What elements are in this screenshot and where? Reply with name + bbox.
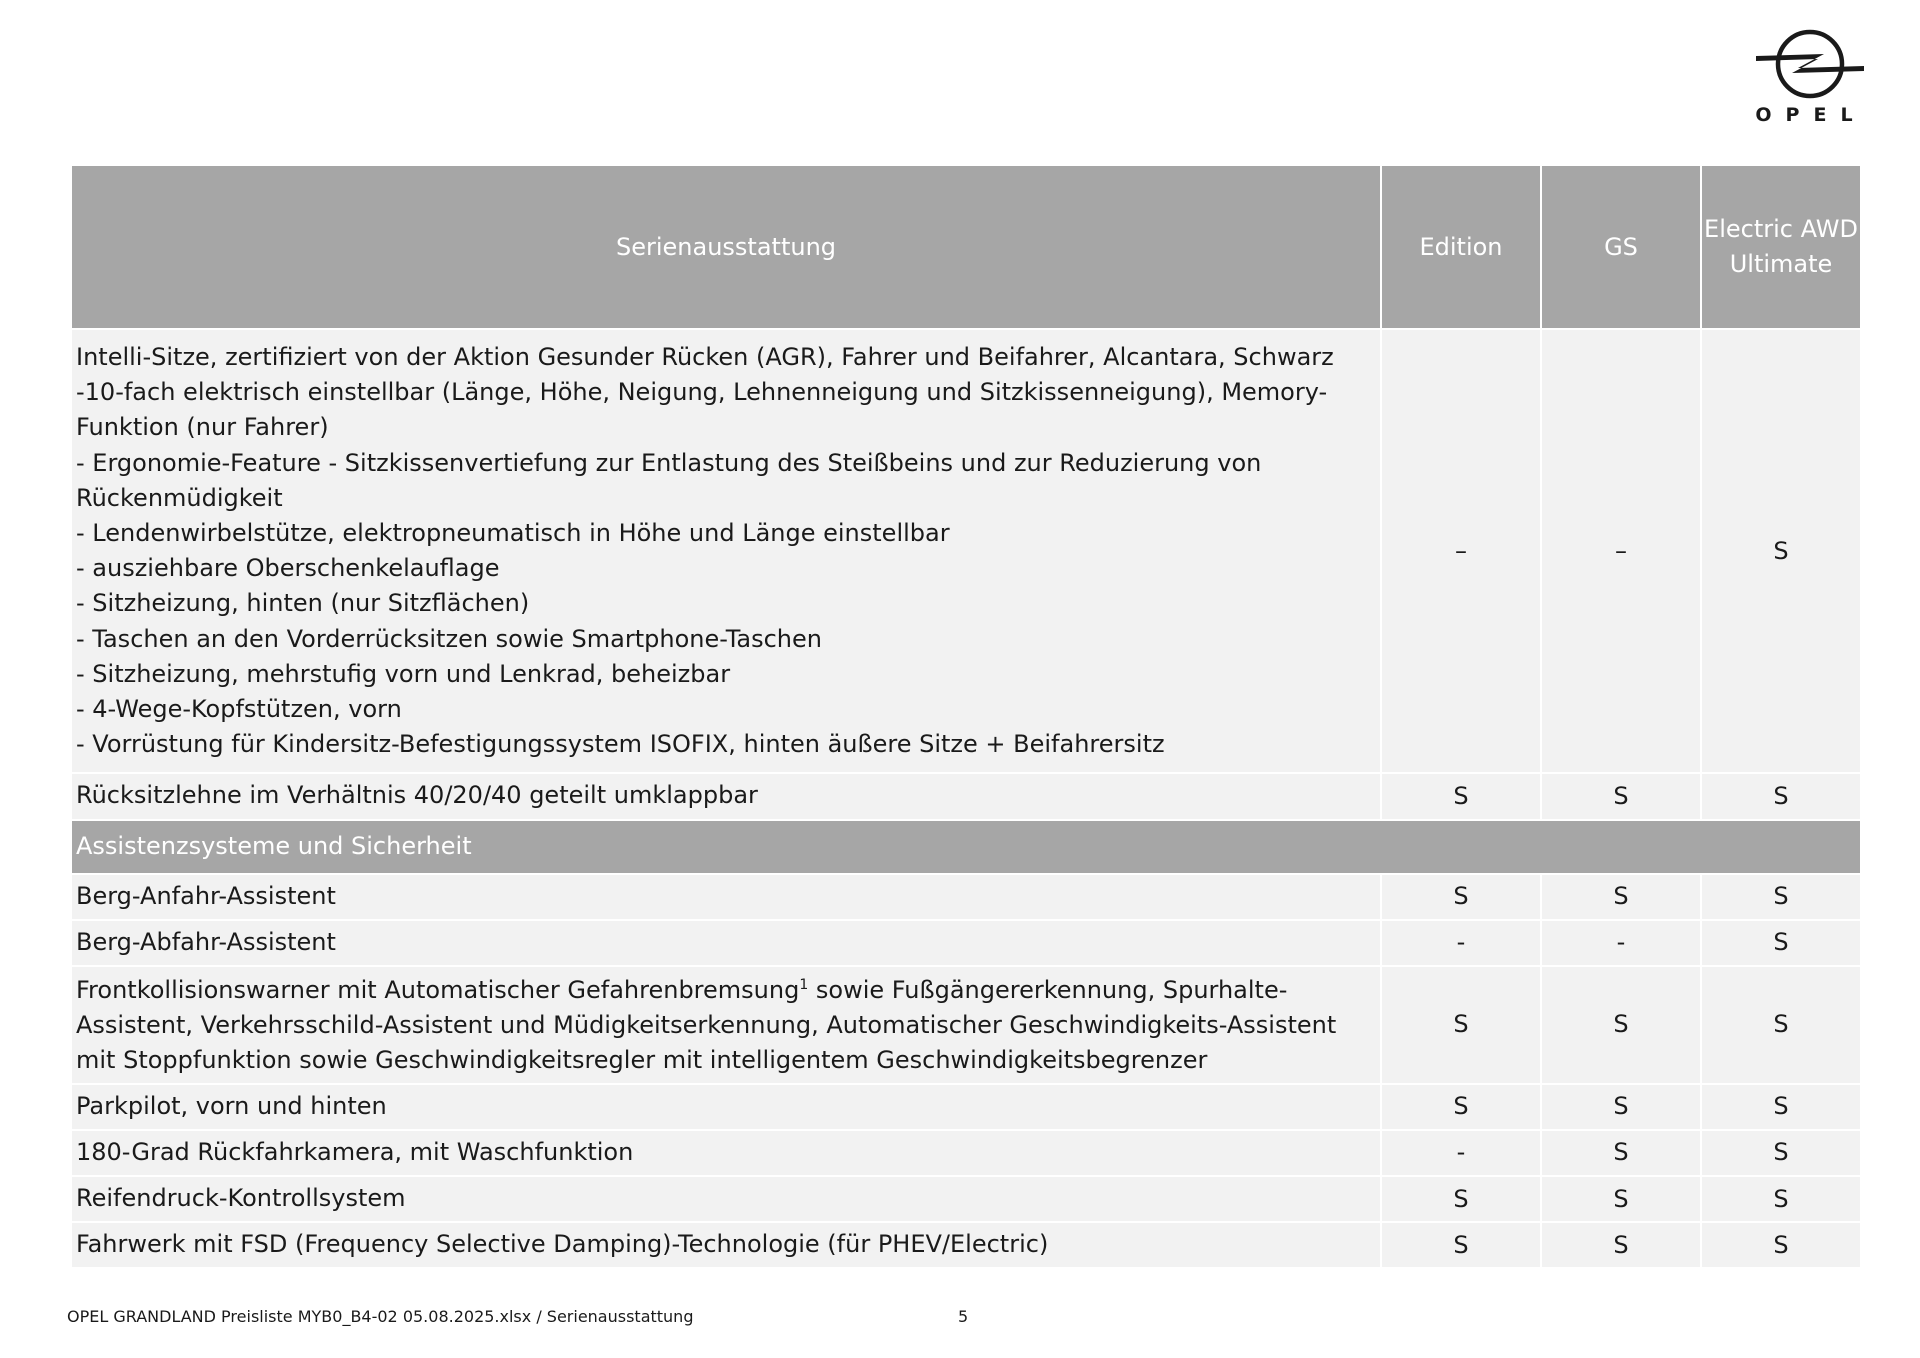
section-title: Assistenzsysteme und Sicherheit — [72, 821, 1860, 873]
feature-text: sowie Fußgängererkennung, Spurhalte-Assistent, Verkehrsschild-Assistent und Müdigkeitserkennung, Automatischer Geschwindigkeits-Assistent mit Stoppfunktion sowie Geschwindigkeitsregler mit intelligentem Geschwindigkeitsbegrenzer — [76, 976, 1337, 1075]
feature-line: - Lendenwirbelstütze, elektropneumatisch in Höhe und Länge einstellbar — [76, 519, 950, 548]
section-header-row — [72, 821, 1860, 873]
row-description — [72, 330, 1380, 772]
value-edition: S — [1382, 1177, 1540, 1221]
page-number: 5 — [958, 1307, 969, 1326]
feature-line: - ausziehbare Oberschenkelauflage — [76, 554, 500, 583]
feature-line: - Sitzheizung, hinten (nur Sitzflächen) — [76, 589, 530, 618]
value-ultimate: S — [1702, 774, 1860, 818]
table-row — [72, 921, 1860, 965]
value-edition: - — [1382, 921, 1540, 965]
value-ultimate: S — [1702, 875, 1860, 919]
feature-line: -10-fach elektrisch einstellbar (Länge, Höhe, Neigung, Lehnenneigung und Sitzkissenneigung), Memory-Funktion (nur Fahrer) — [76, 378, 1328, 442]
table-row — [72, 875, 1860, 919]
feature-line: - 4-Wege-Kopfstützen, vorn — [76, 695, 402, 724]
row-description: Rücksitzlehne im Verhältnis 40/20/40 geteilt umklappbar — [72, 774, 1380, 818]
table-row — [72, 967, 1860, 1083]
row-description: Reifendruck-Kontrollsystem — [72, 1177, 1380, 1221]
table-header-row — [72, 166, 1860, 328]
row-description: Parkpilot, vorn und hinten — [72, 1085, 1380, 1129]
value-gs: S — [1542, 967, 1700, 1083]
value-edition: S — [1382, 1085, 1540, 1129]
row-description: Fahrwerk mit FSD (Frequency Selective Damping)-Technologie (für PHEV/Electric) — [72, 1223, 1380, 1267]
header-gs: GS — [1542, 166, 1700, 328]
value-gs: S — [1542, 1223, 1700, 1267]
feature-line: - Ergonomie-Feature - Sitzkissenvertiefung zur Entlastung des Steißbeins und zur Reduzierung von Rückenmüdigkeit — [76, 448, 1262, 512]
value-ultimate: S — [1702, 330, 1860, 772]
table-row — [72, 774, 1860, 818]
value-ultimate: S — [1702, 921, 1860, 965]
value-ultimate: S — [1702, 1223, 1860, 1267]
equipment-table — [70, 164, 1862, 1269]
value-edition: S — [1382, 1223, 1540, 1267]
feature-text: Frontkollisionswarner mit Automatischer Gefahrenbremsung — [76, 976, 800, 1005]
value-gs: S — [1542, 774, 1700, 818]
feature-line: - Taschen an den Vorderrücksitzen sowie Smartphone-Taschen — [76, 624, 822, 653]
value-ultimate: S — [1702, 1177, 1860, 1221]
value-edition: S — [1382, 774, 1540, 818]
row-description: Berg-Anfahr-Assistent — [72, 875, 1380, 919]
value-ultimate: S — [1702, 1131, 1860, 1175]
value-gs: – — [1542, 330, 1700, 772]
value-edition: S — [1382, 875, 1540, 919]
footer-source: OPEL GRANDLAND Preisliste MYB0_B4-02 05.08.2025.xlsx / Serienausstattung — [67, 1307, 694, 1326]
table-row — [72, 1085, 1860, 1129]
feature-line: - Vorrüstung für Kindersitz-Befestigungssystem ISOFIX, hinten äußere Sitze + Beifahrersitz — [76, 730, 1165, 759]
value-edition: S — [1382, 967, 1540, 1083]
opel-logo — [1740, 28, 1880, 133]
value-gs: S — [1542, 875, 1700, 919]
value-gs: - — [1542, 921, 1700, 965]
value-edition: – — [1382, 330, 1540, 772]
feature-line: Intelli-Sitze, zertifiziert von der Aktion Gesunder Rücken (AGR), Fahrer und Beifahrer, Alcantara, Schwarz — [76, 343, 1334, 371]
value-gs: S — [1542, 1131, 1700, 1175]
table-row — [72, 1131, 1860, 1175]
value-edition: - — [1382, 1131, 1540, 1175]
value-gs: S — [1542, 1177, 1700, 1221]
feature-line: - Sitzheizung, mehrstufig vorn und Lenkrad, beheizbar — [76, 659, 731, 688]
table-row — [72, 1177, 1860, 1221]
footnote-marker: 1 — [799, 977, 809, 994]
header-edition: Edition — [1382, 166, 1540, 328]
row-description: 180-Grad Rückfahrkamera, mit Waschfunktion — [72, 1131, 1380, 1175]
value-gs: S — [1542, 1085, 1700, 1129]
brand-name: OPEL — [1755, 104, 1867, 126]
value-ultimate: S — [1702, 1085, 1860, 1129]
value-ultimate: S — [1702, 967, 1860, 1083]
table-row — [72, 1223, 1860, 1267]
row-description — [72, 967, 1380, 1083]
row-description: Berg-Abfahr-Assistent — [72, 921, 1380, 965]
header-description: Serienausstattung — [72, 166, 1380, 328]
header-electric-awd-ultimate: Electric AWD Ultimate — [1702, 166, 1860, 328]
table-row — [72, 330, 1860, 772]
opel-blitz-icon — [1754, 28, 1868, 100]
